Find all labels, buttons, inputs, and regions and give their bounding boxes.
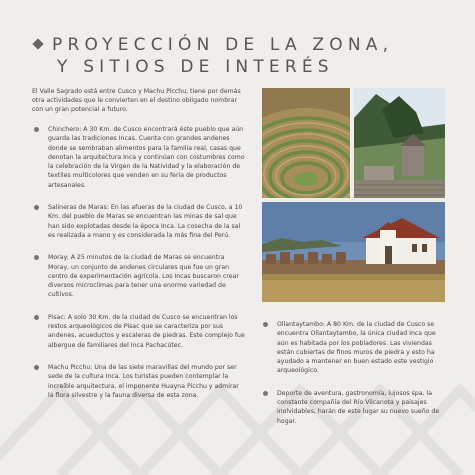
title-line-2: Y SITIOS DE INTERÉS [57,57,334,77]
diamond-icon [32,38,43,49]
bullet-icon [34,127,39,132]
title-line-1: PROYECCIÓN DE LA ZONA, [52,35,394,55]
bullet-icon [34,315,39,320]
list-item: Moray: A 25 minutos de la ciudad de Maras se encuentra Moray, un conjunto de andenes circulares que fue un gran centro de experimentación agrícola. Los Incas buscaron crear diversos microclimas para tener una enorme variedad de cultivos. [32,253,246,299]
bullet-icon [263,391,268,396]
moray-terraces-photo [262,88,350,198]
list-item: Ollantaytambo: A 80 Km. de la ciudad de Cusco se encuentra Ollantaytambo, la única ciudad Inca que aún es habitada por los pobladores. Las viviendas están cubiertas de finos muros de piedra y esto ha ayudado a mantener en buen estado este vestigio arqueológico. [261,320,446,376]
list-item: Salineras de Maras: En las afueras de la ciudad de Cusco, a 10 Km. del pueblo de Maras se encuentran las minas de sal que han sido explotadas desde la época Inca. La cosecha de la sal es realizada a mano y es considerada la más fina del Perú. [32,203,246,240]
list-item: Deporte de aventura, gastronomía, lujosos spa, la constante compañía del Río Vilcanota y paisajes inolvidables, harán de este lugar su nuevo sueño de hogar. [261,389,446,426]
bullet-icon [34,205,39,210]
right-column [261,320,446,439]
chinchero-church-photo [262,202,445,302]
bullet-icon [34,255,39,260]
list-item: Chinchero: A 30 Km. de Cusco encontrará éste pueblo que aún guarda las tradiciones Incas. Cuenta con grandes andenes donde se sembraban alimentos para la familia real, casas que denotan la arquitectura Inca y continúan con costumbres como la celebración de la Virgen de la Natividad y la elaboración de textiles multicolores que venden en su feria de productos artesanales. [32,125,246,190]
bullet-icon [34,365,39,370]
left-column [32,125,246,413]
intro-paragraph: El Valle Sagrado está entre Cusco y Machu Picchu, tiene por demás otra actividades que le convierten en el destino obligado nombrar con un gran potencial a futuro. [32,88,241,114]
machu-picchu-photo [354,88,445,198]
list-item: Machu Picchu: Una de las siete maravillas del mundo por ser sede de la cultura Inca. Los turistas pueden contemplar la increíble arquitectura, el imponente Huayna Picchu y admirar la flora silvestre y la fauna diversa de esta zona. [32,363,246,400]
list-item: Pisac: A solo 30 Km. de la ciudad de Cusco se encuentran los restos arqueológicos de Pisac que se caracteriza por sus andenes, acueductos y escaleras de piedras. Este complejo fue albergue de familiares del Inca Pachacútec. [32,313,246,350]
bullet-icon [263,322,268,327]
page-title [32,34,393,78]
